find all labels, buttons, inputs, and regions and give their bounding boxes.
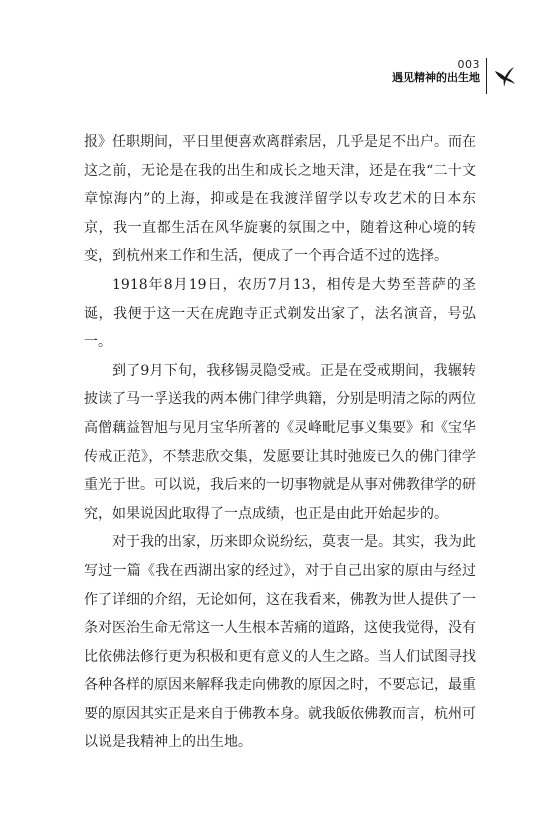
running-title: 遇见精神的出生地 [392,71,480,84]
body-text [84,128,476,757]
paragraph-2: 1918年8月19日，农历7月13，相传是大势至菩萨的圣诞，我便于这一天在虎跑寺正式剃发出家了，法名演音，号弘一。 [84,276,476,351]
page-number: 003 [457,58,480,71]
paragraph-4: 对于我的出家，历来即众说纷纭，莫衷一是。其实，我为此写过一篇《我在西湖出家的经过》，对于自己出家的原由与经过作了详细的介绍，无论如何，这在我看来，佛教为世人提供了一条对医治生命无常这一人生根本苦痛的道路，这使我觉得，没有比依佛法修行更为积极和更有意义的人生之路。当人们试图寻找各种各样的原因来解释我走向佛教的原因之时，不要忘记，最重要的原因其实正是来自于佛教本身。就我皈依佛教而言，杭州可以说是我精神上的出生地。 [84,534,476,751]
bird-icon [492,62,518,90]
paragraph-1: 报》任职期间，平日里便喜欢离群索居，几乎是足不出户。而在这之前，无论是在我的出生和成长之地天津，还是在我“二十文章惊海内”的上海，抑或是在我渡洋留学以专攻艺术的日本东京，我一直都生活在风华旋裹的氛围之中，随着这种心境的转变，到杭州来工作和生活，便成了一个再合适不过的选择。 [84,134,476,265]
paragraph-3: 到了9月下旬，我移锡灵隐受戒。正是在受戒期间，我辗转披读了马一孚送我的两本佛门律学典籍，分别是明清之际的两位高僧藕益智旭与见月宝华所著的《灵峰毗尼事义集要》和《宝华传戒正范》，不禁悲欣交集，发愿要让其时弛废已久的佛门律学重光于世。可以说，我后来的一切事物就是从事对佛教律学的研究，如果说因此取得了一点成绩，也正是由此开始起步的。 [84,362,476,522]
header-divider [486,58,487,94]
running-header [392,58,480,85]
